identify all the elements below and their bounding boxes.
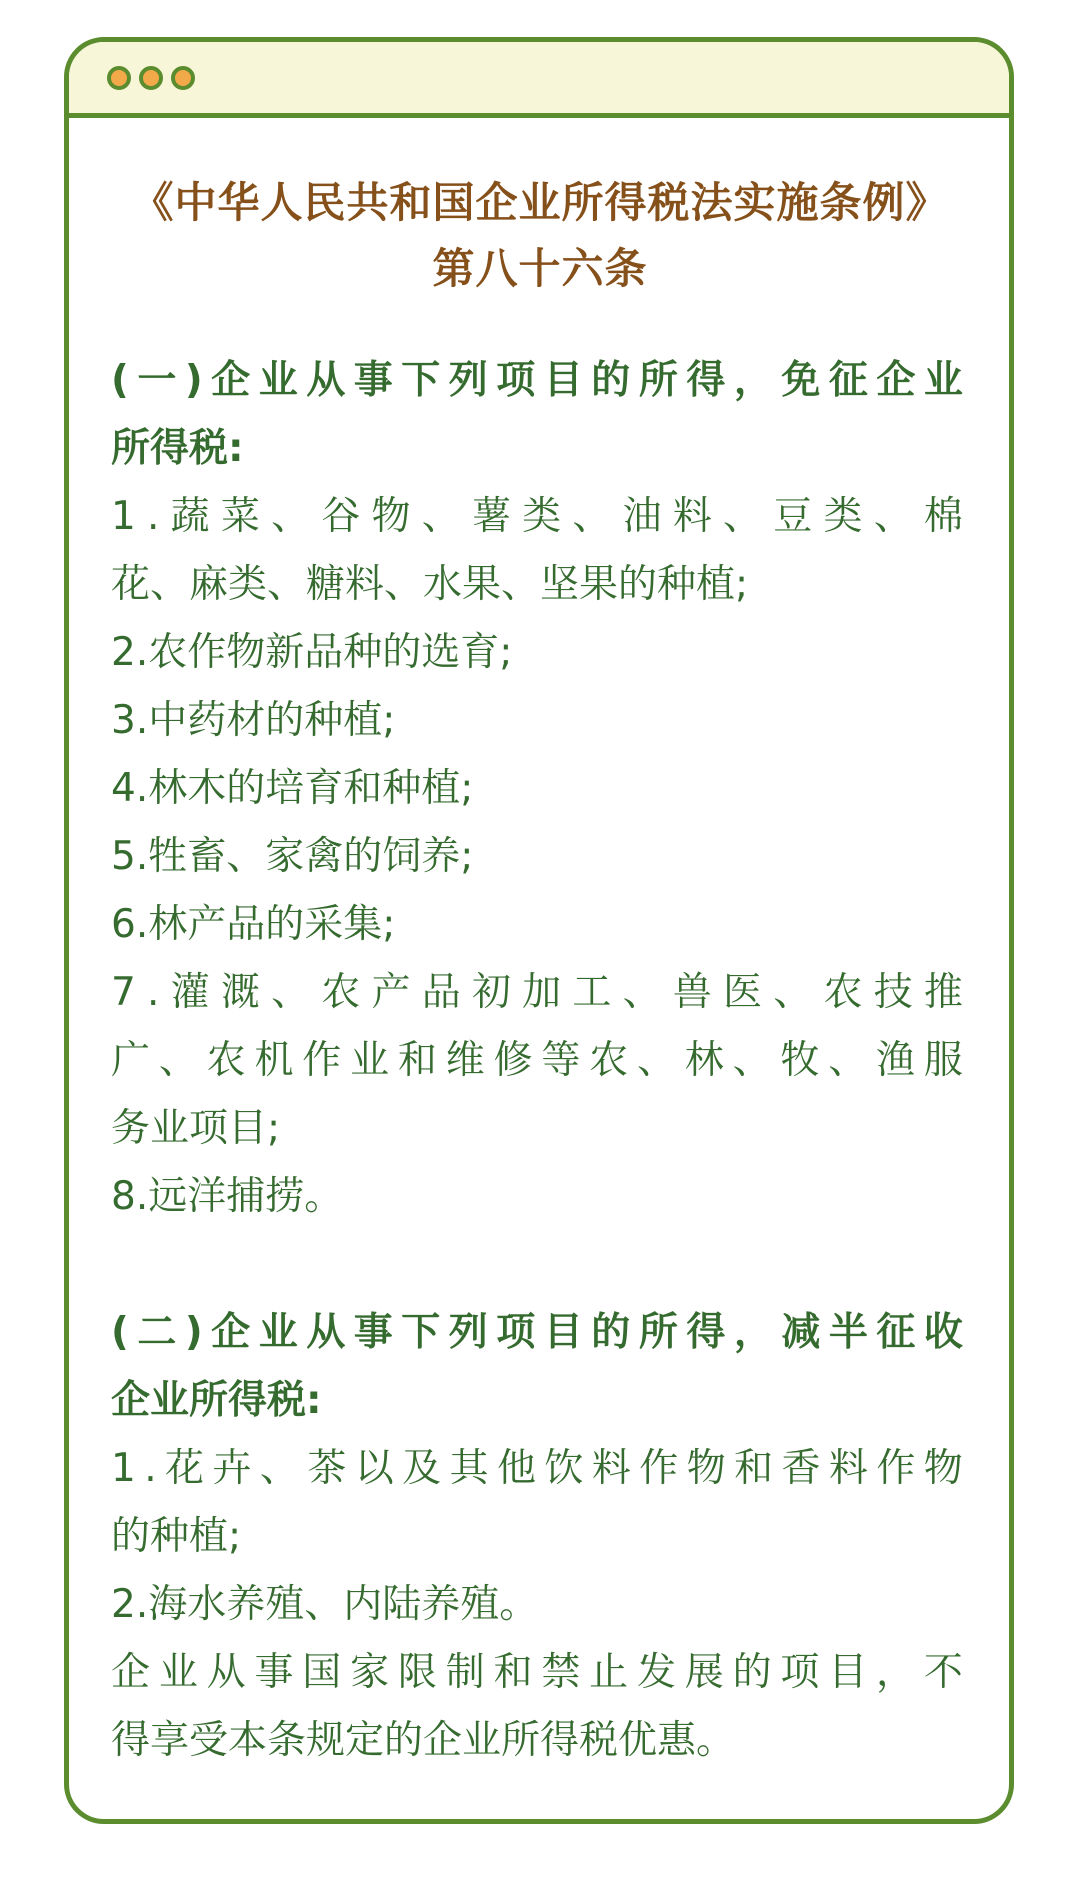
text-char: 菜 [220,494,260,539]
text-char: ， [876,1650,916,1695]
section2-heading-line-2: 企业所得税: [111,1378,322,1423]
text-char: 目 [543,1310,583,1355]
text-char: 农 [823,970,863,1015]
section1-heading-line-1 [111,347,963,415]
text-char: 料 [828,1446,868,1491]
text-char: 、 [828,1038,868,1083]
text-char: 、 [158,1038,198,1083]
document-title [0,170,1080,302]
text-char: ， [733,1310,773,1355]
text-char: 医 [723,970,763,1015]
text-char: 企 [111,1650,151,1695]
section1-item-line [111,959,963,1027]
text-char: 推 [923,970,963,1015]
text-char: 以 [354,1446,394,1491]
text-char: 从 [206,1650,246,1695]
text-char: 业 [158,1650,198,1695]
section2-item-line: 2.海水养殖、内陆养殖。 [111,1582,539,1627]
text-char: 1 [111,1446,136,1491]
text-char: 事 [353,358,393,403]
text-char: 等 [541,1038,581,1083]
text-char: 及 [402,1446,442,1491]
text-char: 薯 [471,494,511,539]
text-char: 、 [723,494,763,539]
section2-note-line: 得享受本条规定的企业所得税优惠。 [111,1718,736,1763]
text-char: 品 [421,970,461,1015]
text-char: 下 [401,358,441,403]
text-char: 止 [589,1650,629,1695]
text-char: 企 [876,358,916,403]
text-char: 、 [773,970,813,1015]
text-char: 产 [371,970,411,1015]
section1-item-line [111,1027,963,1095]
section1-item-line: 8.远洋捕捞。 [111,1174,344,1219]
text-char: 物 [371,494,411,539]
text-char: 项 [496,1310,536,1355]
text-char: 料 [591,1446,631,1491]
text-char: 棉 [923,494,963,539]
text-char: 列 [448,1310,488,1355]
text-char: 列 [448,358,488,403]
text-char: 从 [306,358,346,403]
text-char: 限 [397,1650,437,1695]
text-char: 得 [686,358,726,403]
text-char: 从 [306,1310,346,1355]
text-char: 服 [923,1038,963,1083]
text-char: 初 [471,970,511,1015]
text-char: 物 [923,1446,963,1491]
text-char: 兽 [672,970,712,1015]
section1-item-line: 6.林产品的采集; [111,902,396,947]
text-char: 其 [449,1446,489,1491]
text-char: 的 [591,1310,631,1355]
section2-item-line: 的种植; [111,1514,242,1559]
text-char: 作 [302,1038,342,1083]
text-char: 1 [111,494,136,539]
text-char: 物 [686,1446,726,1491]
section1-item-line: 5.牲畜、家禽的饲养; [111,834,474,879]
text-char: 事 [254,1650,294,1695]
text-char: 一 [137,358,177,403]
text-char: 牧 [780,1038,820,1083]
text-char: 减 [781,1310,821,1355]
text-char: 维 [445,1038,485,1083]
text-char: 的 [732,1650,772,1695]
text-char: 作 [876,1446,916,1491]
title-line-2: 第八十六条 [432,244,648,293]
text-char: 、 [622,970,662,1015]
text-char: 、 [873,494,913,539]
text-char: 类 [823,494,863,539]
section1-item-line [111,483,963,551]
text-char: 业 [258,1310,298,1355]
text-char: 饮 [544,1446,584,1491]
text-char: 、 [271,970,311,1015]
text-char: 广 [111,1038,151,1083]
text-char: ) [184,1310,203,1355]
text-char: 7 [111,970,136,1015]
text-char: 类 [522,494,562,539]
text-char: 项 [496,358,536,403]
text-char: 溉 [220,970,260,1015]
text-char: 和 [493,1650,533,1695]
document-body [111,347,963,1775]
window-dot-icon [107,66,131,90]
text-char: 收 [923,1310,963,1355]
text-char: 国 [302,1650,342,1695]
text-char: 的 [591,358,631,403]
text-char: ( [111,1310,129,1355]
text-char: 卉 [212,1446,252,1491]
text-char: ， [733,358,773,403]
text-char: 、 [259,1446,299,1491]
text-char: ( [111,358,129,403]
text-char: 香 [781,1446,821,1491]
text-char: 企 [211,358,251,403]
text-char: 他 [497,1446,537,1491]
text-char: 农 [321,970,361,1015]
text-char: 、 [572,494,612,539]
text-char: 得 [686,1310,726,1355]
text-char: 技 [873,970,913,1015]
text-char: 项 [780,1650,820,1695]
text-char: 业 [258,358,298,403]
text-char: 目 [543,358,583,403]
text-char: 业 [350,1038,390,1083]
text-char: 农 [206,1038,246,1083]
text-char: 企 [211,1310,251,1355]
text-char: 禁 [541,1650,581,1695]
text-char: 下 [401,1310,441,1355]
text-char: . [147,494,160,539]
section1-item-line: 3.中药材的种植; [111,698,396,743]
text-char: 所 [638,1310,678,1355]
text-char: 和 [397,1038,437,1083]
text-char: 谷 [321,494,361,539]
section2-item-line [111,1435,963,1503]
text-char: 、 [732,1038,772,1083]
text-char: 加 [522,970,562,1015]
section1-item-line: 花、麻类、糖料、水果、坚果的种植; [111,562,749,607]
text-char: 家 [350,1650,390,1695]
text-char: ) [184,358,203,403]
text-char: 征 [876,1310,916,1355]
text-char: 业 [923,358,963,403]
section-spacer [111,1231,963,1299]
section1-heading-line-2: 所得税: [111,426,244,471]
text-char: 二 [137,1310,177,1355]
text-char: 蔬 [170,494,210,539]
text-char: 、 [636,1038,676,1083]
text-char: 料 [672,494,712,539]
text-char: 征 [828,358,868,403]
section1-item-line: 4.林木的培育和种植; [111,766,474,811]
text-char: 机 [254,1038,294,1083]
text-char: 茶 [307,1446,347,1491]
text-char: 豆 [773,494,813,539]
text-char: 农 [589,1038,629,1083]
section2-heading-line-1 [111,1299,963,1367]
text-char: 作 [639,1446,679,1491]
text-char: 目 [828,1650,868,1695]
title-line-1: 《中华人民共和国企业所得税法实施条例》 [131,178,949,227]
text-char: 、 [271,494,311,539]
text-char: 工 [572,970,612,1015]
text-char: 半 [828,1310,868,1355]
section1-item-line: 务业项目; [111,1106,281,1151]
text-char: 不 [923,1650,963,1695]
text-char: 、 [421,494,461,539]
text-char: 展 [684,1650,724,1695]
text-char: 免 [781,358,821,403]
text-char: 修 [493,1038,533,1083]
text-char: 所 [638,358,678,403]
window-dot-icon [139,66,163,90]
text-char: . [147,970,160,1015]
text-char: 花 [165,1446,205,1491]
text-char: 发 [636,1650,676,1695]
text-char: 林 [684,1038,724,1083]
text-char: . [144,1446,157,1491]
window-titlebar [69,42,1009,118]
text-char: 灌 [170,970,210,1015]
section2-note-line [111,1639,963,1707]
section1-item-line: 2.农作物新品种的选育; [111,630,513,675]
text-char: 渔 [876,1038,916,1083]
text-char: 事 [353,1310,393,1355]
text-char: 油 [622,494,662,539]
text-char: 和 [734,1446,774,1491]
window-dot-icon [171,66,195,90]
text-char: 制 [445,1650,485,1695]
